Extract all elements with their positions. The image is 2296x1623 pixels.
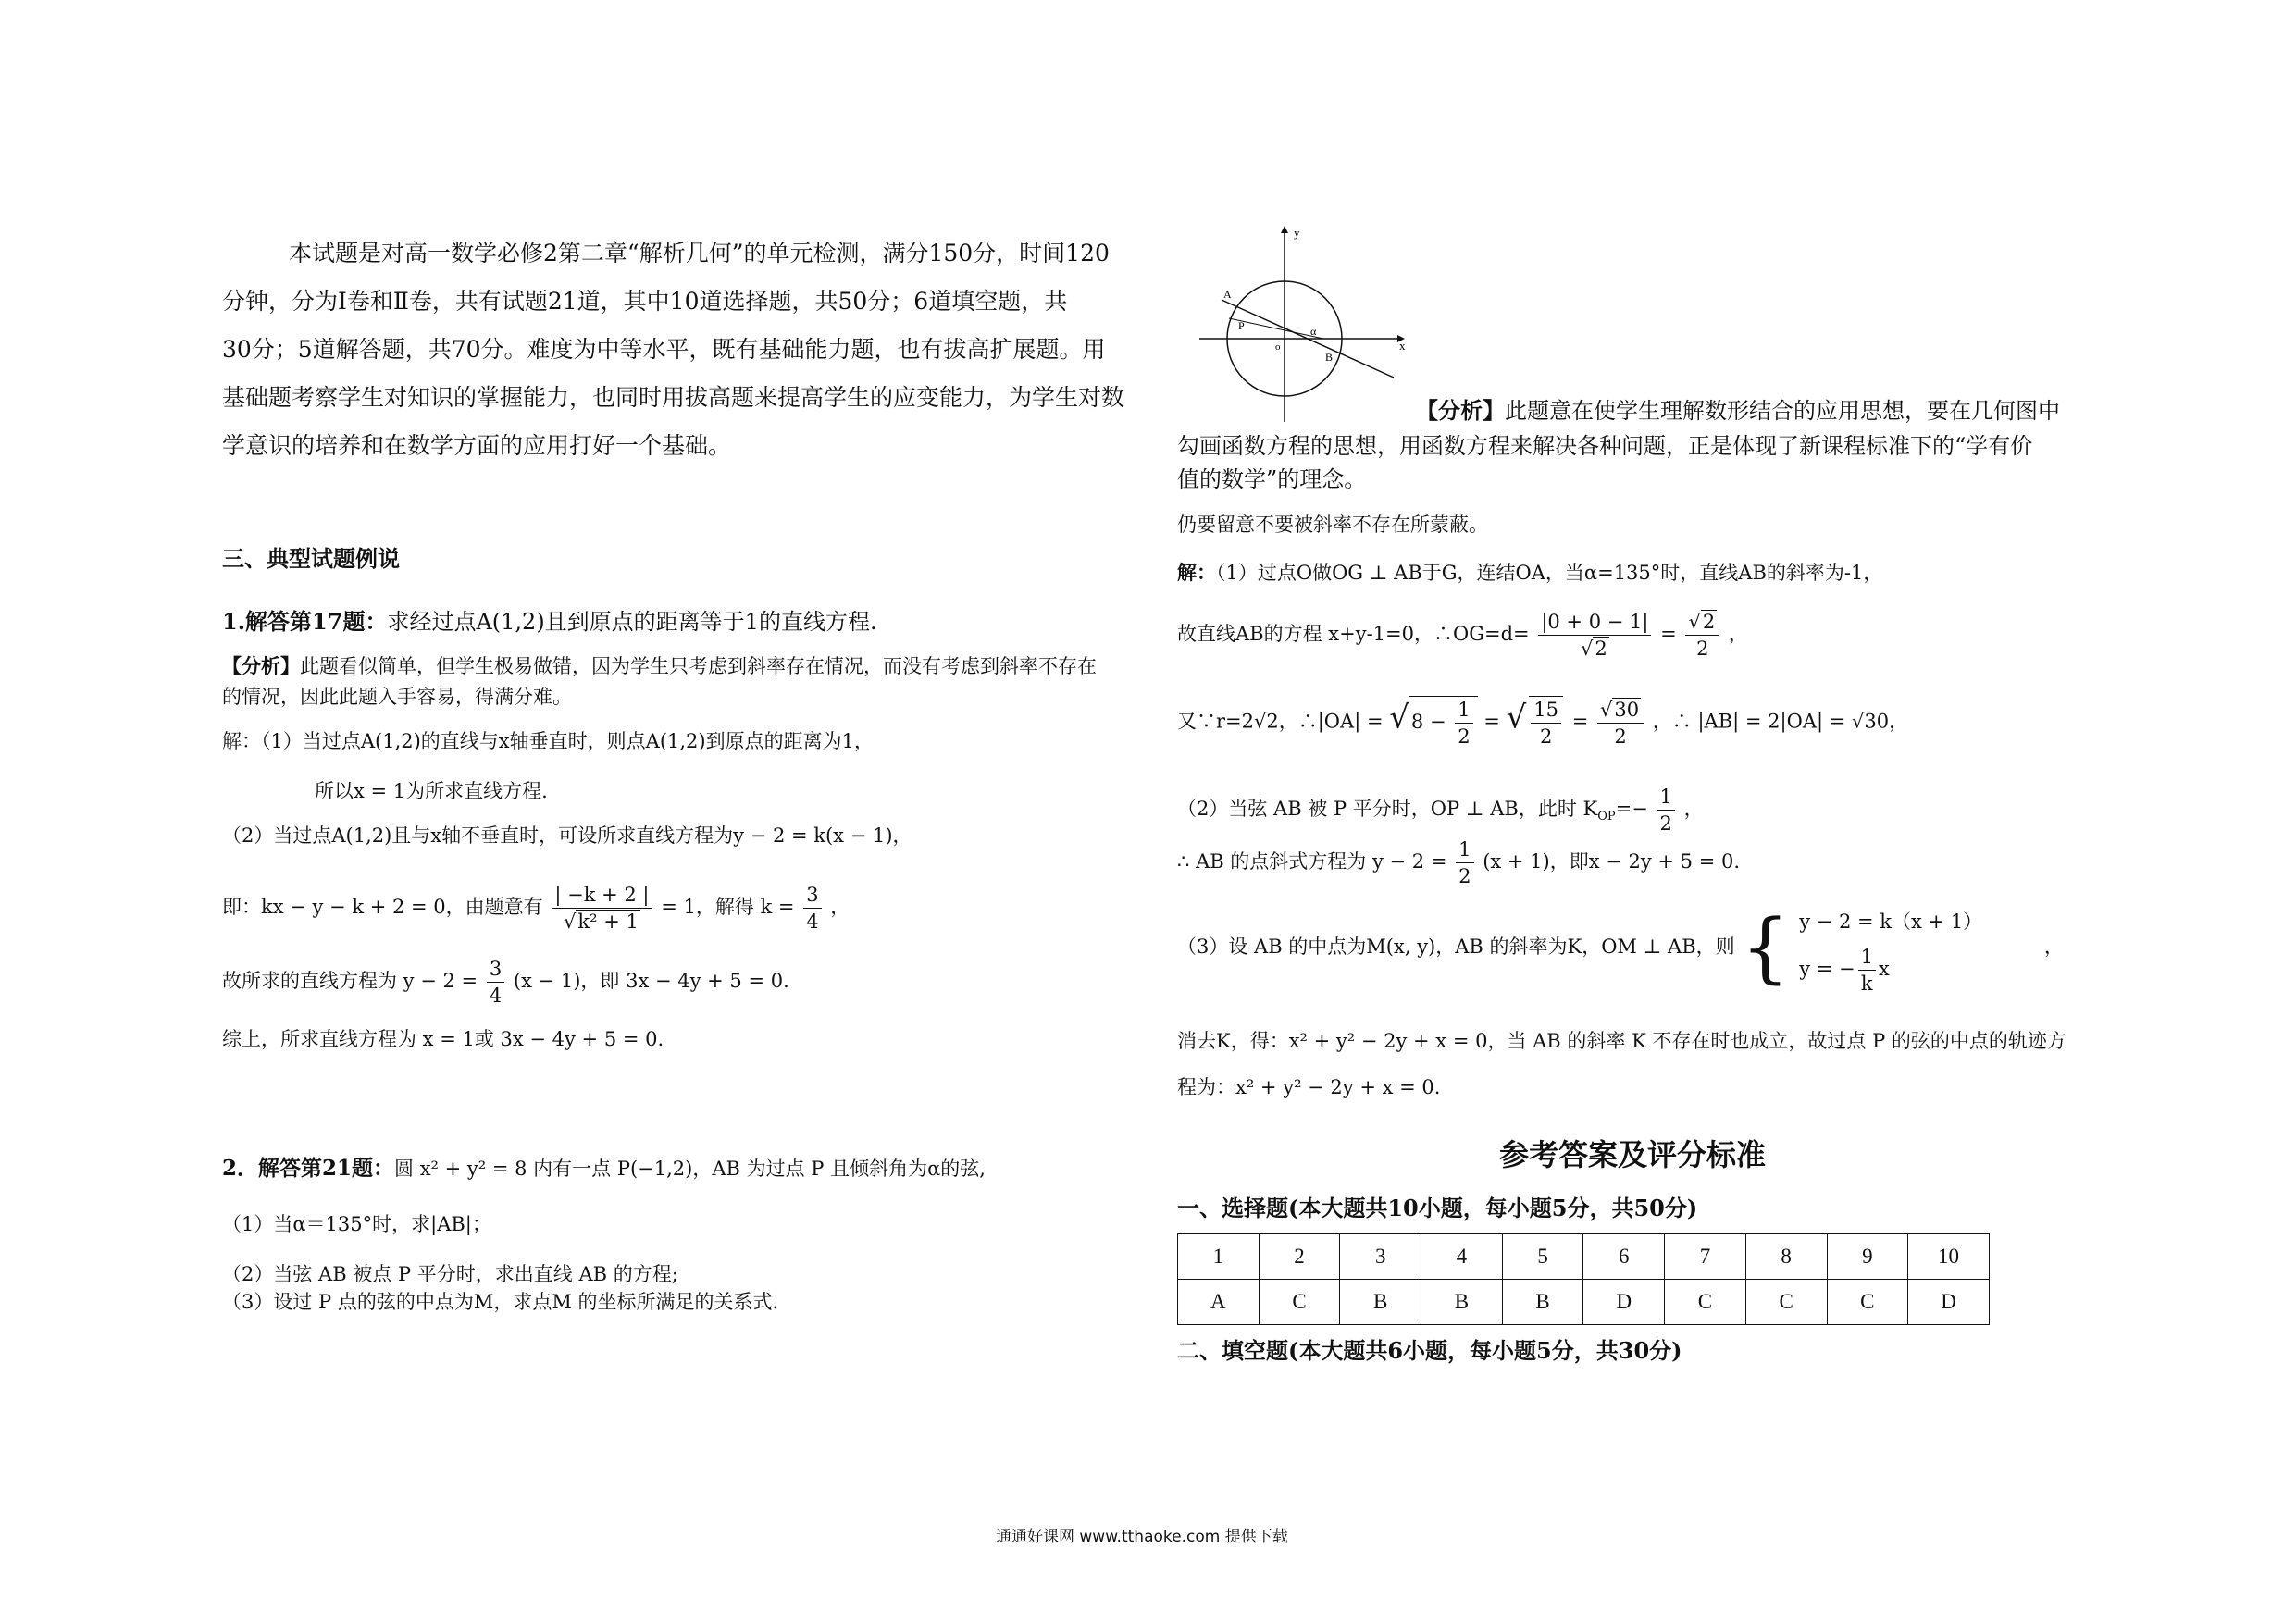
table-cell: B	[1421, 1280, 1503, 1325]
q21-analysis-cont: 勾画函数方程的思想，用函数方程来解决各种问题，正是体现了新课程标准下的“学有价	[1177, 433, 2033, 459]
intro-line: 本试题是对高一数学必修2第二章“解析几何”的单元检测，满分150分，时间120	[289, 240, 1110, 266]
fraction-numerator: 3	[487, 956, 504, 983]
subscript: OP	[1597, 810, 1616, 824]
fraction	[1538, 609, 1651, 662]
q21-solution-line: 消去K，得：x² + y² − 2y + x = 0，当 AB 的斜率 K 不存在时也成立，故过点 P 的弦的中点的轨迹方	[1177, 1030, 2066, 1052]
solution-label: 解：	[1177, 561, 1216, 584]
q17-solution-equation	[222, 882, 850, 935]
table-cell: 2	[1259, 1234, 1340, 1280]
radical-sign: √	[1389, 699, 1409, 737]
fraction-numerator: 3	[803, 882, 821, 909]
q17-solution-line: 解：（1）当过点A(1,2)的直线与x轴垂直时，则点A(1,2)到原点的距离为1，	[222, 730, 874, 752]
page-footer: 通通好课网 www.tthaoke.com 提供下载	[996, 1528, 1288, 1546]
q17-label: 1.解答第17题：	[222, 608, 388, 635]
table-cell: 9	[1827, 1234, 1908, 1280]
table-cell: 4	[1421, 1234, 1503, 1280]
intro-line: 学意识的培养和在数学方面的应用打好一个基础。	[222, 432, 732, 459]
q17-analysis-cont: 的情况，因此此题入手容易，得满分难。	[222, 686, 572, 708]
fraction-numerator: 15	[1531, 697, 1561, 724]
equation-text: ，	[1683, 798, 1704, 820]
table-cell: B	[1502, 1280, 1583, 1325]
equation-text: (x − 1)，即 3x − 4y + 5 = 0.	[513, 970, 789, 992]
q17-solution-equation	[222, 956, 789, 1009]
fraction-denominator: 4	[489, 985, 503, 1007]
fraction-numerator: 1	[1858, 944, 1876, 971]
q17-text: 求经过点A(1,2)且到原点的距离等于1的直线方程.	[387, 609, 877, 635]
fraction-denominator: k	[1860, 973, 1873, 995]
equation-text: ∴ AB 的点斜式方程为 y − 2 =	[1177, 850, 1447, 873]
sqrt-radicand	[1409, 696, 1478, 750]
answers-section-1: 一、选择题(本大题共10小题，每小题5分，共50分)	[1177, 1195, 1698, 1221]
q17-solution-line: （2）当过点A(1,2)且与x轴不垂直时，可设所求直线方程为y − 2 = k(x − 1)，	[222, 824, 912, 847]
table-cell: 1	[1178, 1234, 1260, 1280]
fraction-numerator: 1	[1657, 784, 1675, 811]
fraction	[1529, 696, 1563, 750]
analysis-text: 此题看似简单，但学生极易做错，因为学生只考虑到斜率存在情况，而没有考虑到斜率不存在	[300, 655, 1097, 677]
axis-label-x: x	[1399, 339, 1406, 353]
fraction	[803, 882, 821, 935]
fraction	[552, 882, 652, 935]
system-equation	[1799, 944, 1982, 997]
fraction-denominator: 4	[806, 911, 819, 933]
table-cell: 3	[1340, 1234, 1421, 1280]
angle-label-alpha: α	[1310, 325, 1317, 338]
q17-statement	[222, 607, 877, 637]
equation-text: =	[1483, 710, 1500, 733]
sqrt-radicand: 30	[1614, 698, 1640, 721]
equation-text: 故直线AB的方程 x+y-1=0，∴OG=d=	[1177, 623, 1530, 645]
q17-conclusion: 综上，所求直线方程为 x = 1或 3x − 4y + 5 = 0.	[222, 1028, 664, 1050]
fraction-numerator: 1	[1455, 697, 1472, 724]
equation-text: 即：kx − y − k + 2 = 0，由题意有	[222, 896, 543, 918]
fraction-numerator: | −k + 2 |	[552, 882, 652, 909]
table-cell: C	[1665, 1280, 1746, 1325]
fraction	[1597, 697, 1644, 750]
q21-sub: （1）当α＝135°时，求|AB|；	[222, 1213, 491, 1235]
equation-text: x	[1878, 958, 1890, 980]
table-cell: A	[1178, 1280, 1260, 1325]
table-cell: 5	[1502, 1234, 1583, 1280]
axis-label-y: y	[1294, 226, 1300, 240]
fraction-denominator: √2	[1581, 638, 1607, 660]
system-equation: y − 2 = k（x + 1）	[1799, 911, 1983, 933]
q21-solution-line	[1177, 559, 1882, 587]
intro-line: 分钟，分为Ⅰ卷和Ⅱ卷，共有试题21道，其中10道选择题，共50分；6道填空题，共	[222, 288, 1068, 315]
equation-text: ，∴ |AB| = 2|OA| = √30，	[1652, 710, 1909, 733]
q21-sub: （2）当弦 AB 被点 P 平分时，求出直线 AB 的方程;	[222, 1263, 678, 1285]
circle-chord-figure	[1194, 220, 1416, 426]
equation-text: ，	[2043, 935, 2064, 958]
fraction	[487, 956, 504, 1009]
q21-note: 仍要留意不要被斜率不存在所蒙蔽。	[1177, 514, 1488, 536]
answers-title: 参考答案及评分标准	[1499, 1137, 1767, 1172]
solution-text: （1）过点O做OG ⊥ AB于G，连结OA，当α=135°时，直线AB的斜率为-1，	[1216, 562, 1883, 584]
table-cell: C	[1745, 1280, 1827, 1325]
intro-line: 30分；5道解答题，共70分。难度为中等水平，既有基础能力题，也有拔高扩展题。用	[222, 336, 1106, 363]
fraction-numerator: 1	[1456, 836, 1473, 863]
fraction-numerator: √30	[1597, 697, 1644, 724]
equation-text: （2）当弦 AB 被 P 平分时，OP ⊥ AB，此时 K	[1177, 798, 1598, 820]
table-row	[1178, 1280, 1990, 1325]
fraction-denominator: 2	[1458, 725, 1471, 748]
equation-text: 8 −	[1410, 711, 1446, 733]
equation-text: (x + 1)，即x − 2y + 5 = 0.	[1483, 850, 1741, 873]
analysis-text: 此题意在使学生理解数形结合的应用思想，要在几何图中	[1505, 398, 2060, 424]
q21-analysis-cont: 值的数学”的理念。	[1177, 466, 1367, 492]
q21-solution-line: 程为：x² + y² − 2y + x = 0.	[1177, 1076, 1441, 1098]
radical-sign: √	[1506, 699, 1527, 737]
q21-statement	[222, 1155, 986, 1183]
fraction-denominator: 2	[1614, 725, 1627, 748]
table-cell: C	[1827, 1280, 1908, 1325]
fraction-numerator: |0 + 0 − 1|	[1538, 609, 1651, 636]
fraction-denominator: 2	[1696, 638, 1709, 660]
q21-sub: （3）设过 P 点的弦的中点为M，求点M 的坐标所满足的关系式.	[222, 1291, 779, 1313]
q21-analysis	[1416, 396, 2060, 426]
table-cell: B	[1340, 1280, 1421, 1325]
fraction-denominator: 2	[1659, 812, 1672, 835]
fraction-numerator: √2	[1685, 609, 1719, 636]
q21-text: 圆 x² + y² = 8 内有一点 P(−1,2)，AB 为过点 P 且倾斜角为α的弦,	[394, 1158, 986, 1180]
point-label-b: B	[1325, 351, 1334, 364]
table-cell: 6	[1583, 1234, 1665, 1280]
equation-text: ，	[830, 896, 850, 918]
table-cell: 8	[1745, 1234, 1827, 1280]
analysis-label: 【分析】	[1416, 397, 1505, 424]
equation-text: y = −	[1799, 958, 1855, 980]
answers-section-2: 二、填空题(本大题共6小题，每小题5分，共30分)	[1177, 1337, 1682, 1364]
equation-text: 又∵r=2√2，∴|OA| =	[1177, 710, 1384, 733]
q17-solution-line: 所以x = 1为所求直线方程.	[315, 780, 548, 802]
equation-text: ，	[1728, 623, 1748, 645]
table-row	[1178, 1234, 1990, 1280]
sqrt-radicand: 2	[1702, 611, 1716, 633]
fraction	[1657, 784, 1675, 836]
sqrt-radicand: 2	[1595, 638, 1607, 660]
equation-text: =−	[1615, 798, 1648, 820]
fraction	[1455, 697, 1472, 750]
intro-paragraph	[222, 229, 1124, 470]
fraction	[1456, 836, 1473, 889]
q21-solution-equation	[1177, 836, 1740, 889]
q21-solution-equation	[1177, 696, 1908, 750]
brace-symbol: {	[1741, 903, 1790, 992]
intro-line: 基础题考察学生对知识的掌握能力，也同时用拔高题来提高学生的应变能力，为学生对数	[222, 384, 1125, 411]
table-cell: D	[1908, 1280, 1990, 1325]
sqrt-radicand: k² + 1	[577, 911, 639, 933]
equation-text: =	[1571, 710, 1589, 733]
fraction-denominator: 2	[1539, 725, 1553, 748]
fraction-denominator: 2	[1458, 865, 1471, 887]
q21-solution-equation	[1177, 784, 1704, 836]
q21-solution-equation	[1177, 609, 1748, 662]
fraction	[1858, 944, 1876, 997]
table-cell: D	[1583, 1280, 1665, 1325]
equation-text: =	[1660, 623, 1677, 645]
point-label-p: P	[1238, 319, 1245, 332]
fraction-denominator: √k² + 1	[564, 911, 639, 933]
equation-text: = 1，解得 k =	[661, 896, 795, 918]
point-label-o: o	[1275, 341, 1281, 353]
q21-solution-system	[1177, 899, 2064, 997]
analysis-label: 【分析】	[222, 654, 300, 677]
point-label-a: A	[1223, 288, 1232, 301]
equation-text: 故所求的直线方程为 y − 2 =	[222, 970, 478, 992]
equation-text: （3）设 AB 的中点为M(x, y)，AB 的斜率为K，OM ⊥ AB，则	[1177, 935, 1735, 958]
section-heading: 三、典型试题例说	[222, 545, 400, 572]
equation-system	[1799, 899, 1982, 997]
q17-analysis	[222, 652, 1097, 680]
table-cell: 7	[1665, 1234, 1746, 1280]
q21-label: 2．解答第21题：	[222, 1156, 395, 1181]
table-cell: 10	[1908, 1234, 1990, 1280]
fraction	[1685, 609, 1719, 662]
answer-table	[1177, 1233, 1990, 1325]
table-cell: C	[1259, 1280, 1340, 1325]
